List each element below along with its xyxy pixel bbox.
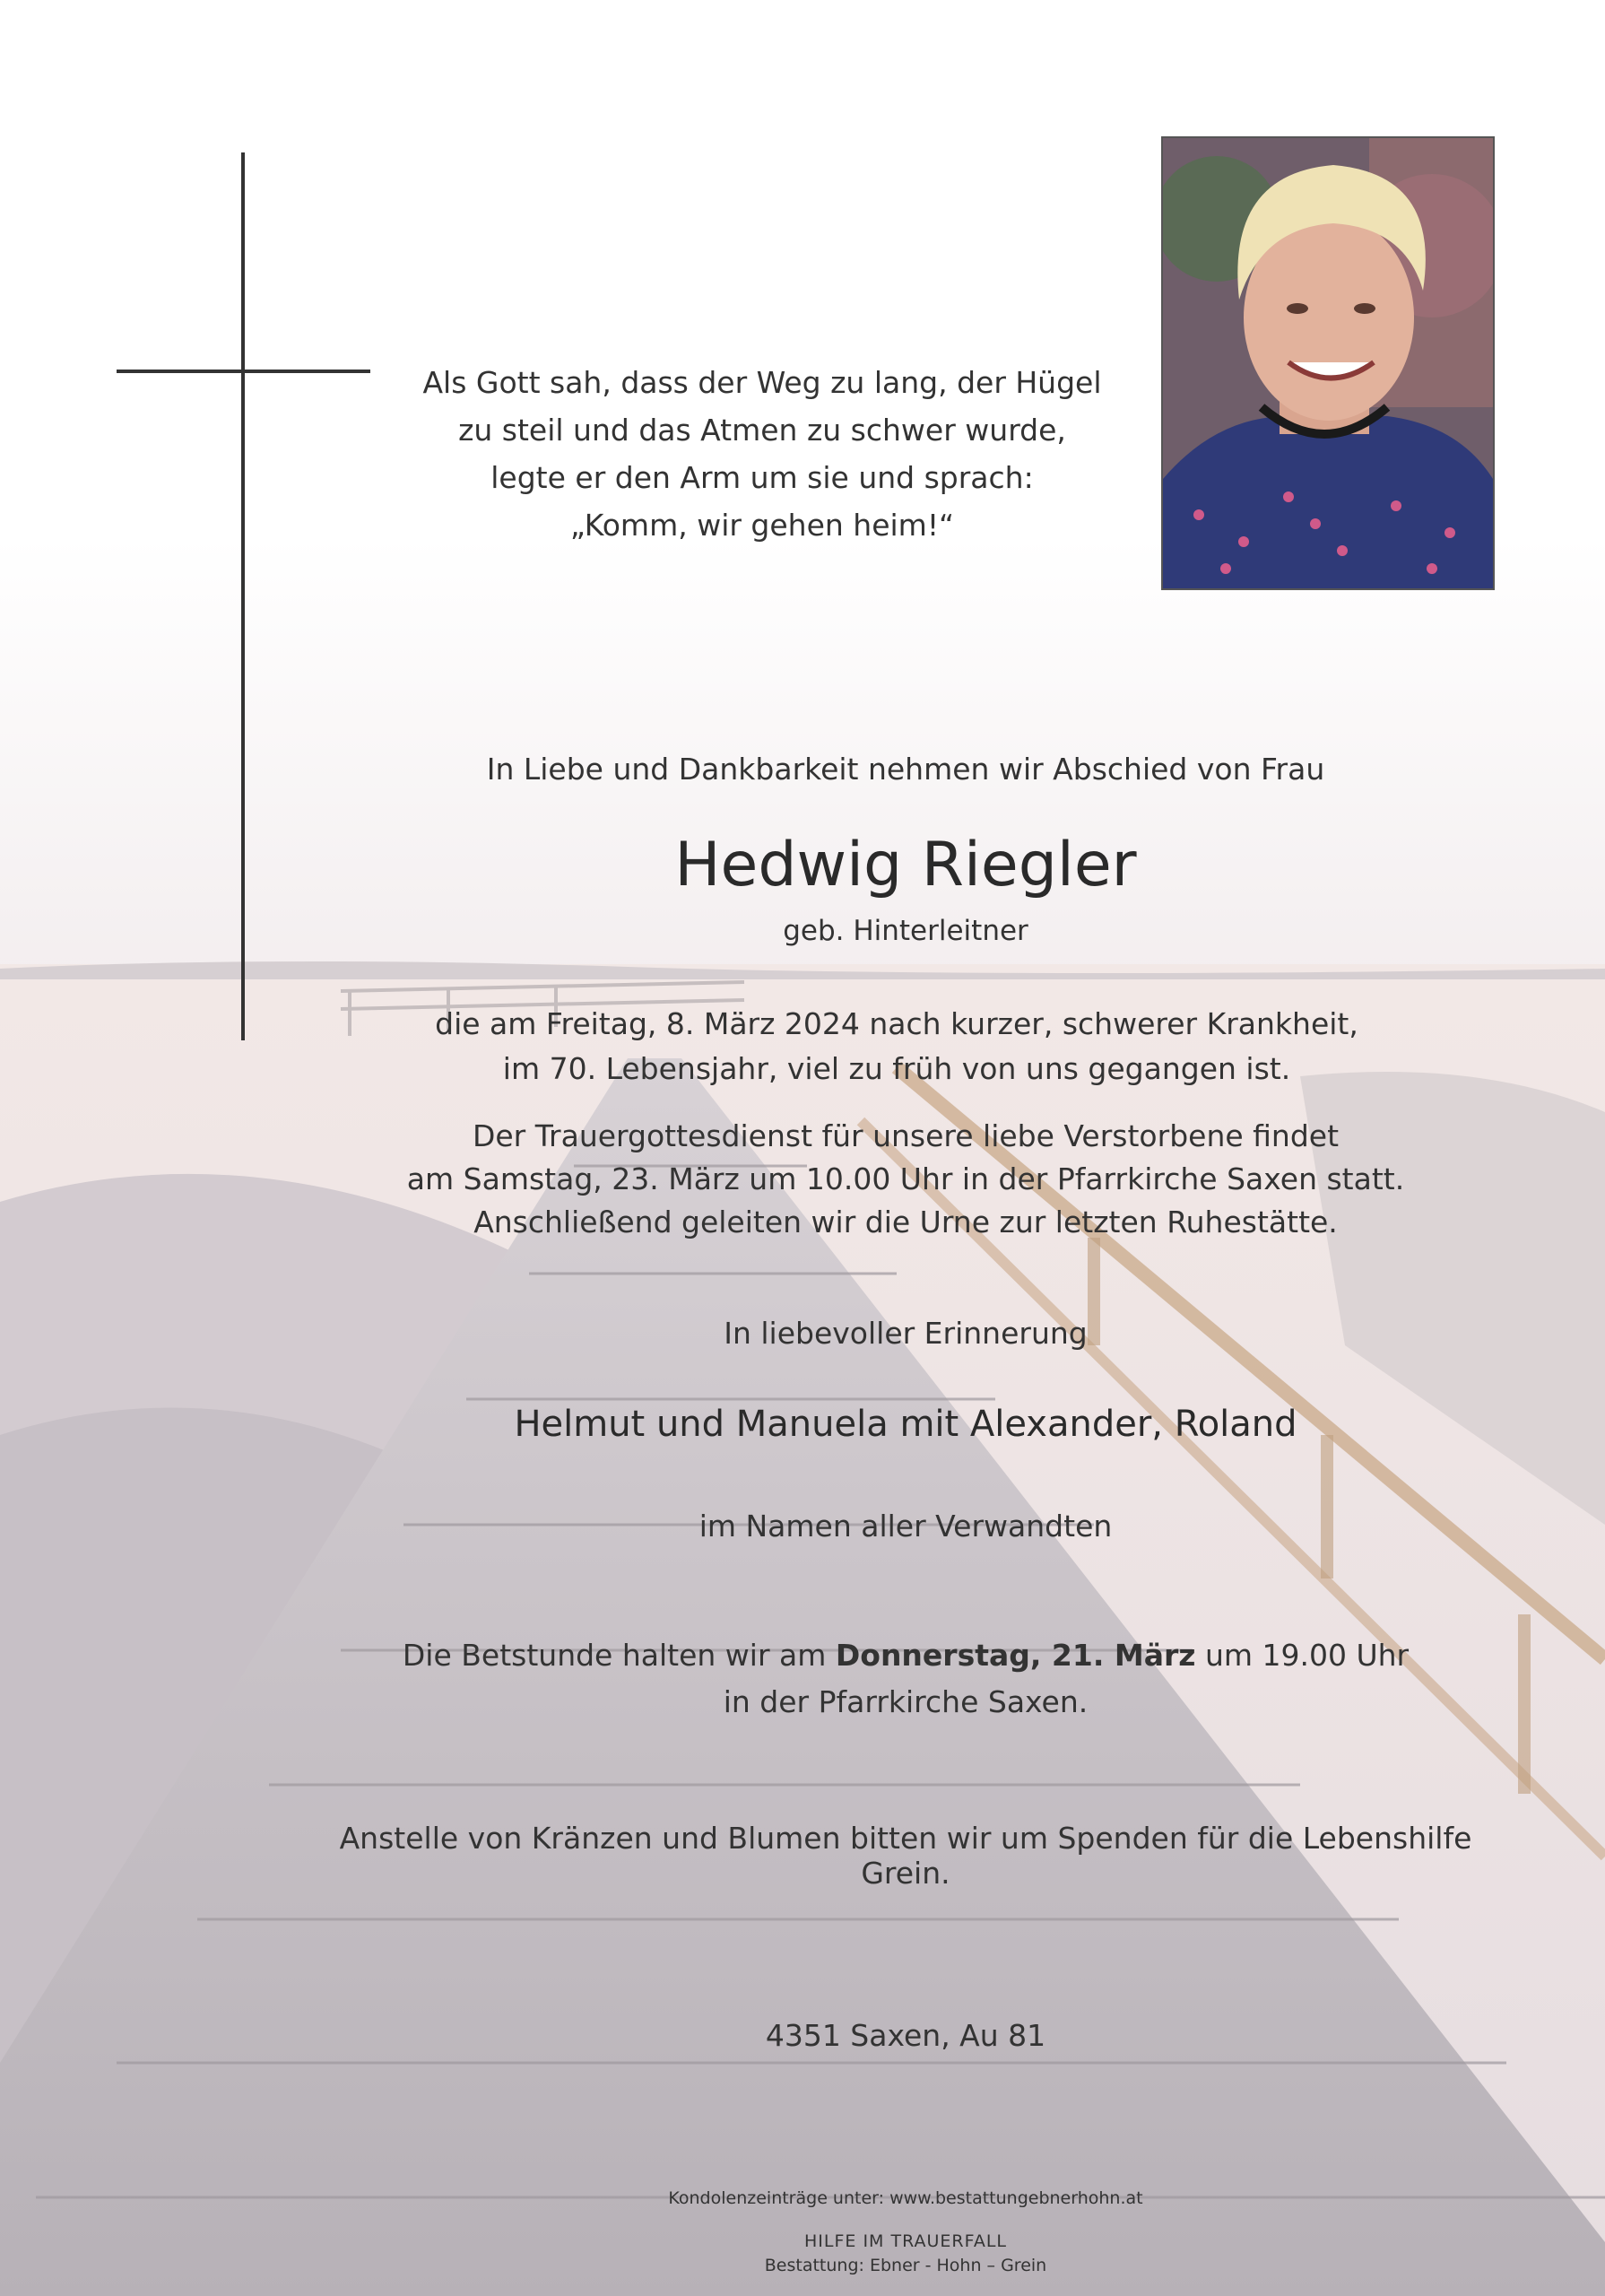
family-address: 4351 Saxen, Au 81	[765, 2018, 1046, 2053]
funeral-home-tagline: HILFE IM TRAUERFALL	[804, 2231, 1007, 2251]
farewell-intro: In Liebe und Dankbarkeit nehmen wir Abschied von Frau	[486, 752, 1325, 787]
prayer-location: in der Pfarrkirche Saxen.	[723, 1684, 1089, 1719]
service-line: am Samstag, 23. März um 10.00 Uhr in der Pfarrkirche Saxen statt.	[406, 1161, 1405, 1196]
family-names: Helmut und Manuela mit Alexander, Roland	[514, 1404, 1297, 1445]
prayer-hour-info	[296, 1632, 1515, 1726]
verse-line: „Komm, wir gehen heim!“	[569, 508, 955, 543]
death-notice	[296, 1002, 1497, 1091]
funeral-home-name: Bestattung: Ebner - Hohn – Grein	[764, 2256, 1047, 2275]
prayer-post: um 19.00 Uhr	[1195, 1638, 1410, 1673]
deceased-name: Hedwig Riegler	[674, 830, 1137, 900]
verse-line: zu steil und das Atmen zu schwer wurde,	[458, 413, 1066, 448]
service-line: Anschließend geleiten wir die Urne zur letzten Ruhestätte.	[473, 1205, 1338, 1239]
death-line: im 70. Lebensjahr, viel zu früh von uns gegangen ist.	[502, 1051, 1291, 1086]
service-line: Der Trauergottesdienst für unsere liebe Verstorbene findet	[472, 1118, 1340, 1153]
funeral-service-info	[296, 1115, 1515, 1244]
relatives-phrase: im Namen aller Verwandten	[698, 1509, 1113, 1544]
birth-name: geb. Hinterleitner	[783, 915, 1028, 947]
death-line: die am Freitag, 8. März 2024 nach kurzer, schwerer Krankheit,	[435, 1006, 1358, 1041]
memory-phrase: In liebevoller Erinnerung	[724, 1316, 1088, 1351]
cross-vertical-bar	[241, 152, 245, 1040]
verse-line: legte er den Arm um sie und sprach:	[490, 460, 1034, 495]
verse-block	[305, 359, 1219, 549]
verse-line: Als Gott sah, dass der Weg zu lang, der Hügel	[422, 365, 1102, 400]
condolence-website: Kondolenzeinträge unter: www.bestattungebnerhohn.at	[668, 2188, 1143, 2208]
prayer-line	[296, 1632, 1515, 1679]
donation-request: Anstelle von Kränzen und Blumen bitten wir um Spenden für die Lebenshilfe Grein.	[339, 1821, 1472, 1891]
prayer-pre: Die Betstunde halten wir am	[402, 1638, 836, 1673]
prayer-date: Donnerstag, 21. März	[835, 1638, 1196, 1673]
